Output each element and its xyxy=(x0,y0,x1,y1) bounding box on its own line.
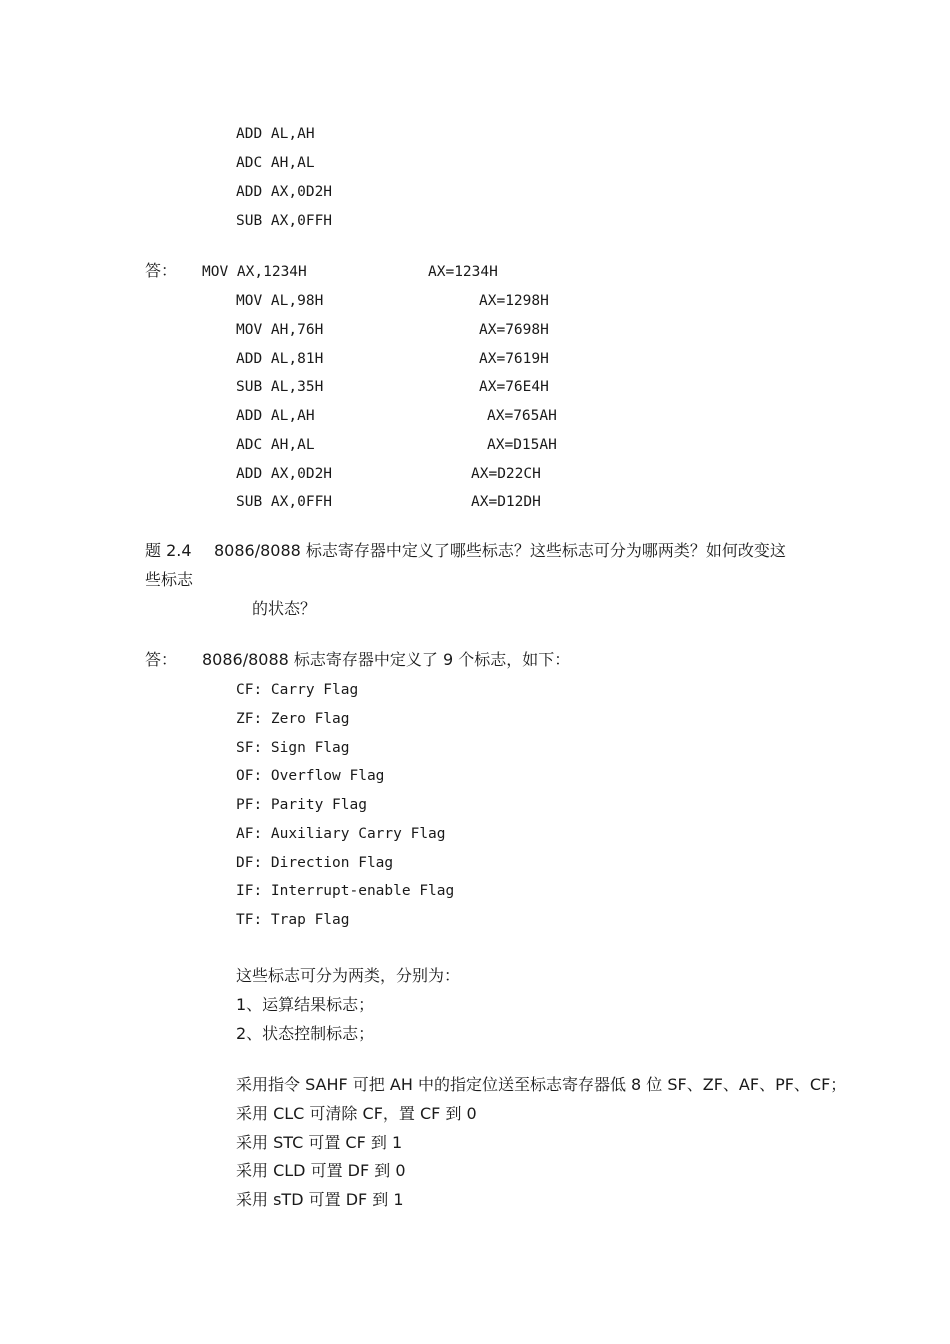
flag-item: SF: Sign Flag xyxy=(236,740,350,756)
question-text: 8086/8088 标志寄存器中定义了哪些标志？这些标志可分为哪两类？如何改变这 xyxy=(214,541,786,560)
answer-instruction: SUB AX,0FFH xyxy=(236,494,333,510)
answer-result: AX=1234H xyxy=(428,264,498,280)
categories-intro: 这些标志可分为两类，分别为： xyxy=(236,966,461,985)
flag-item: OF: Overflow Flag xyxy=(236,768,385,784)
answer-label: 答： xyxy=(145,261,178,280)
answer-instruction: SUB AL,35H xyxy=(236,379,324,395)
answer-result: AX=7698H xyxy=(479,322,549,338)
flag-item: CF: Carry Flag xyxy=(236,682,359,698)
answer-instruction: MOV AX,1234H xyxy=(202,264,307,280)
method-line: 采用 sTD 可置 DF 到 1 xyxy=(236,1190,404,1209)
answer-result: AX=D22CH xyxy=(471,466,541,482)
method-line: 采用指令 SAHF 可把 AH 中的指定位送至标志寄存器低 8 位 SF、ZF、AF、PF、CF； xyxy=(236,1075,847,1094)
answer-instruction: MOV AL,98H xyxy=(236,293,324,309)
flag-item: ZF: Zero Flag xyxy=(236,711,350,727)
question-number: 题 2.4 xyxy=(145,541,192,560)
flag-item: AF: Auxiliary Carry Flag xyxy=(236,826,446,842)
answer-instruction: ADD AL,81H xyxy=(236,351,324,367)
answer-intro: 8086/8088 标志寄存器中定义了 9 个标志，如下： xyxy=(202,650,571,669)
code-line: ADD AX,0D2H xyxy=(236,184,333,200)
answer-instruction: ADD AL,AH xyxy=(236,408,315,424)
method-line: 采用 CLC 可清除 CF，置 CF 到 0 xyxy=(236,1104,477,1123)
answer-instruction: MOV AH,76H xyxy=(236,322,324,338)
method-line: 采用 STC 可置 CF 到 1 xyxy=(236,1133,403,1152)
flag-item: TF: Trap Flag xyxy=(236,912,350,928)
flag-item: PF: Parity Flag xyxy=(236,797,367,813)
code-line: SUB AX,0FFH xyxy=(236,213,333,229)
code-line: ADD AL,AH xyxy=(236,126,315,142)
answer-result: AX=765AH xyxy=(487,408,557,424)
answer-result: AX=76E4H xyxy=(479,379,549,395)
flag-item: DF: Direction Flag xyxy=(236,855,394,871)
category-item: 1、运算结果标志； xyxy=(236,995,375,1014)
answer-label: 答： xyxy=(145,650,178,669)
category-item: 2、状态控制标志； xyxy=(236,1024,375,1043)
method-line: 采用 CLD 可置 DF 到 0 xyxy=(236,1161,406,1180)
answer-result: AX=D12DH xyxy=(471,494,541,510)
question-text: 些标志 xyxy=(145,570,194,589)
question-text: 的状态？ xyxy=(252,599,317,618)
code-line: ADC AH,AL xyxy=(236,155,315,171)
answer-result: AX=1298H xyxy=(479,293,549,309)
answer-result: AX=7619H xyxy=(479,351,549,367)
answer-instruction: ADD AX,0D2H xyxy=(236,466,333,482)
answer-result: AX=D15AH xyxy=(487,437,557,453)
flag-item: IF: Interrupt-enable Flag xyxy=(236,883,455,899)
answer-instruction: ADC AH,AL xyxy=(236,437,315,453)
